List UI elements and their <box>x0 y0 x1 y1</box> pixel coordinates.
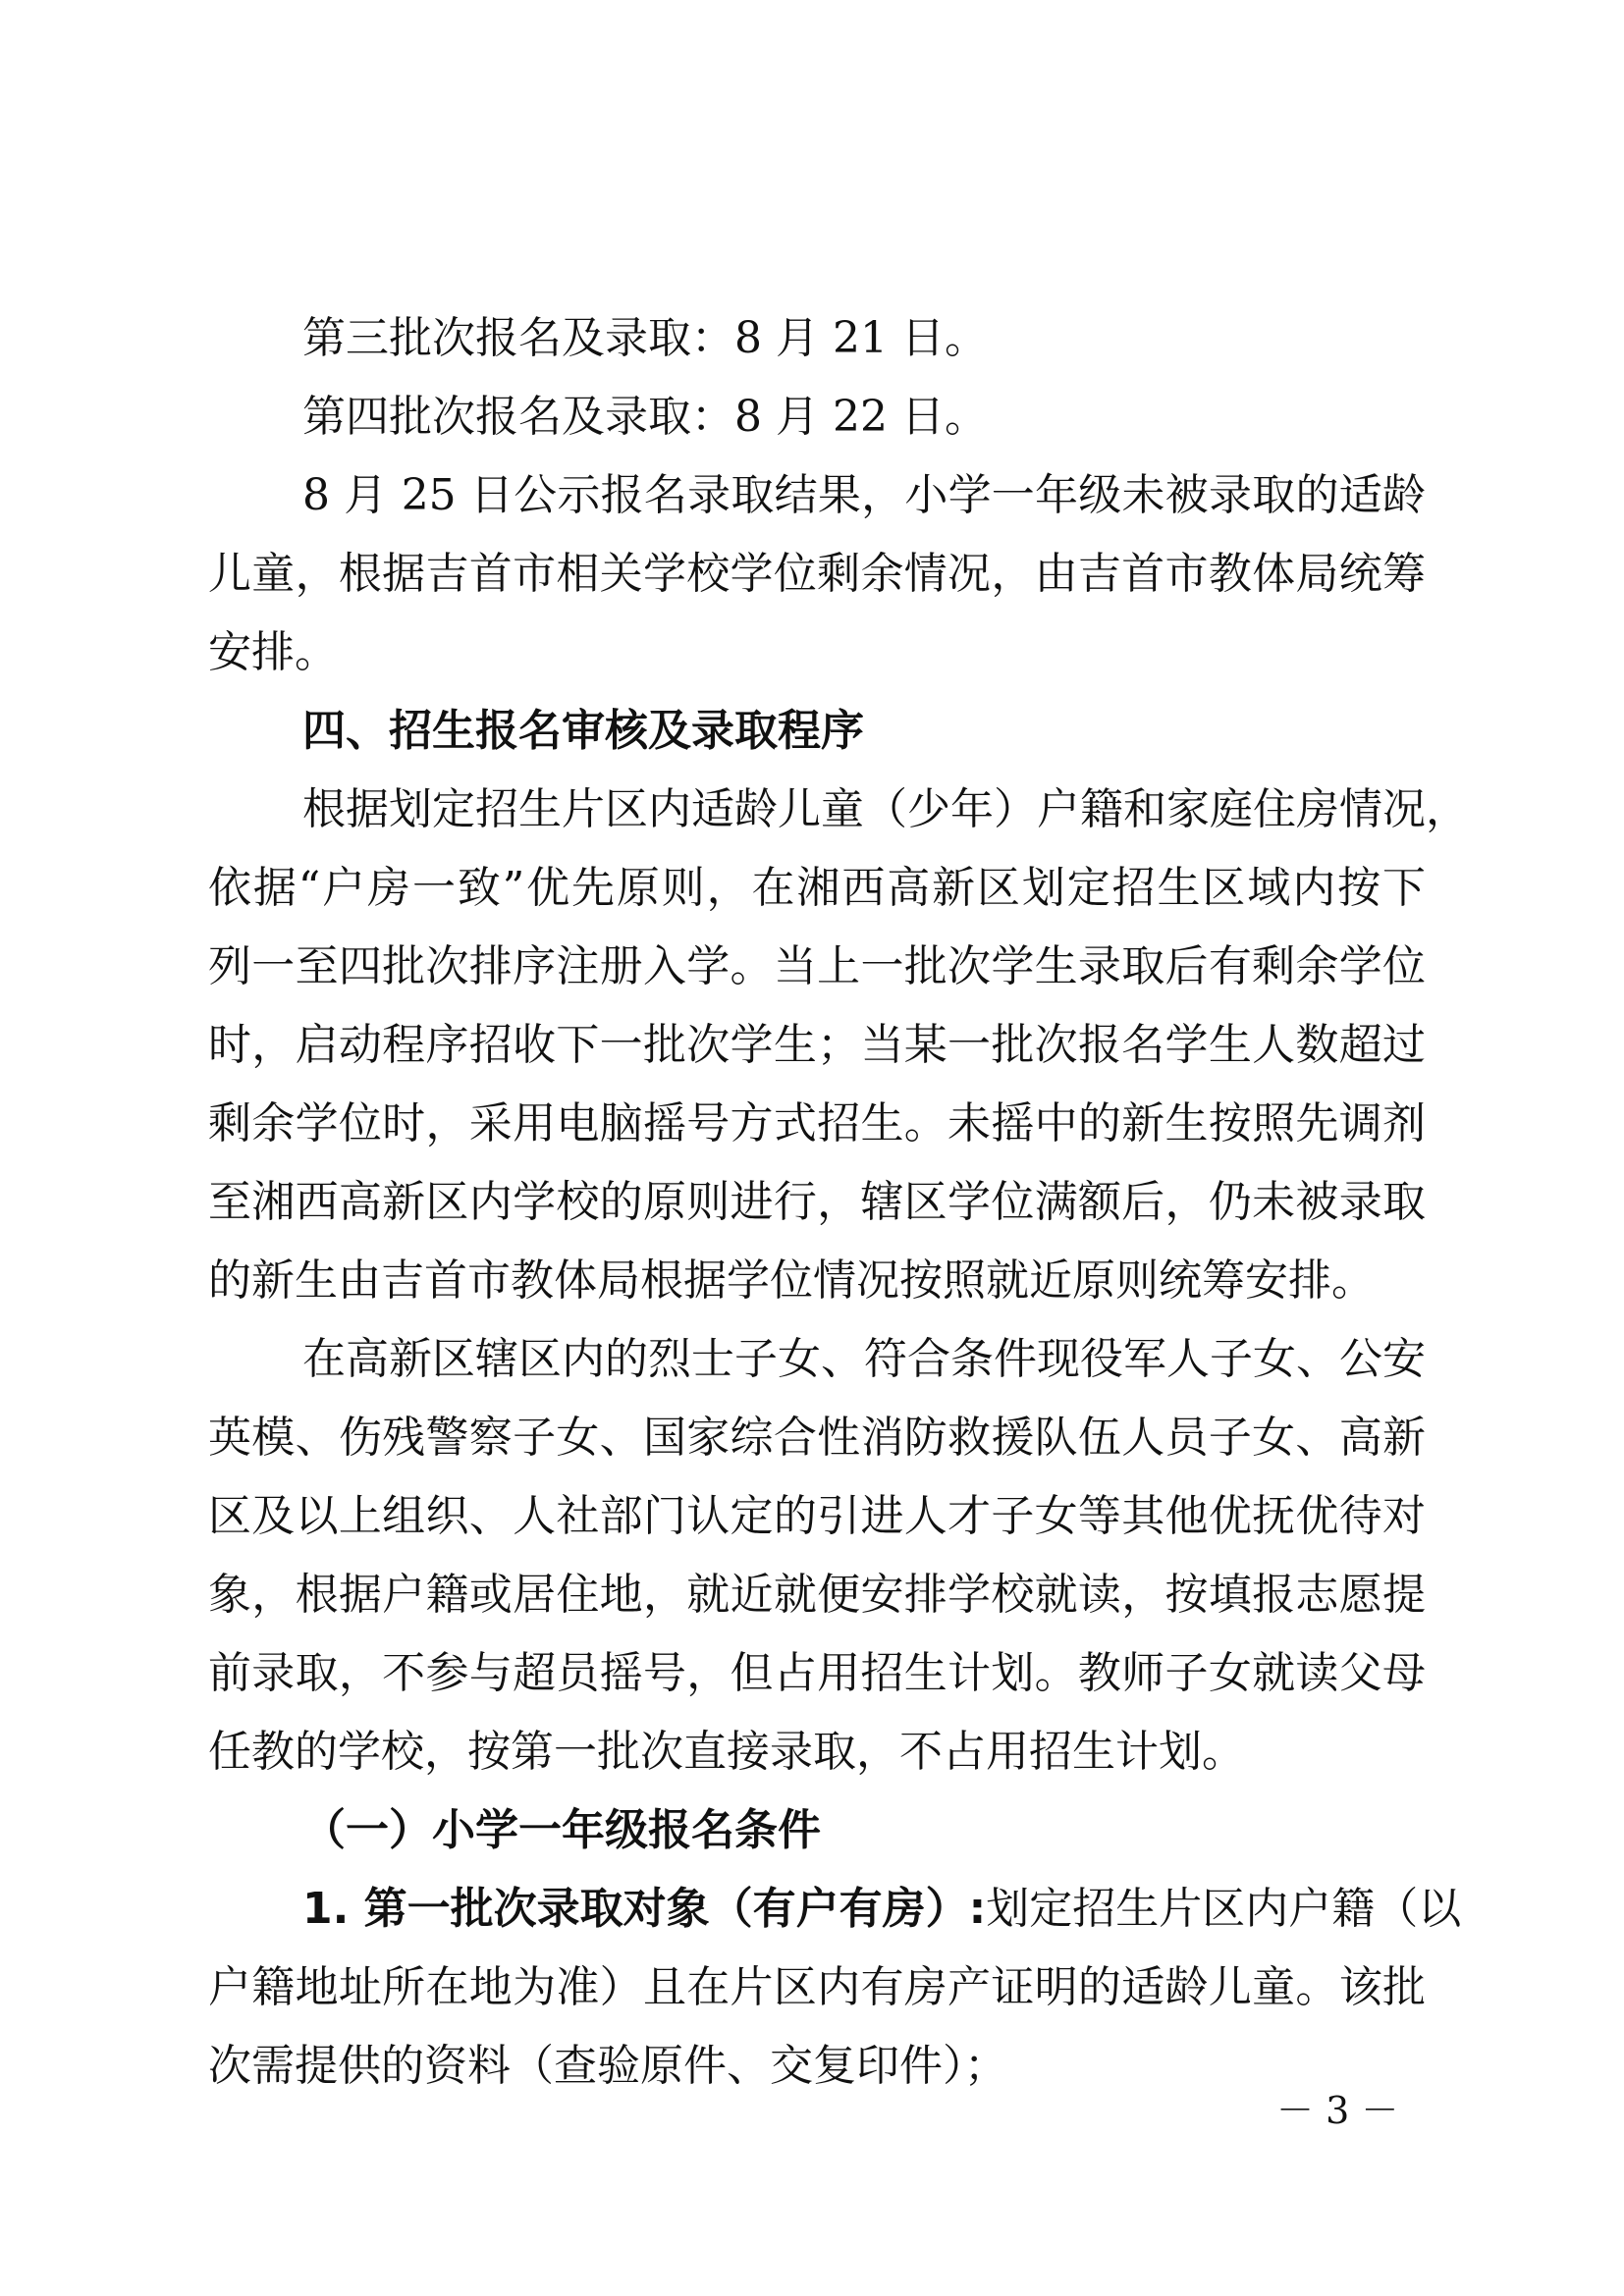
paragraph-line: 8 月 25 日公示报名录取结果，小学一年级未被录取的适龄 <box>302 470 1426 520</box>
paragraph-line: 区及以上组织、人社部门认定的引进人才子女等其他优抚优待对 <box>208 1491 1426 1541</box>
paragraph-line: 任教的学校，按第一批次直接录取，不占用招生计划。 <box>208 1727 1245 1777</box>
paragraph-line: 次需提供的资料（查验原件、交复印件）； <box>208 2041 1007 2091</box>
paragraph-line: 第四批次报名及录取：8 月 22 日。 <box>302 392 988 442</box>
paragraph-line: 列一至四批次排序注册入学。当上一批次学生录取后有剩余学位 <box>208 941 1426 991</box>
section-heading: 四、招生报名审核及录取程序 <box>302 706 864 756</box>
page-number: － 3 － <box>1276 2089 1399 2132</box>
paragraph-line: 安排。 <box>208 627 338 677</box>
paragraph-line: 剩余学位时，采用电脑摇号方式招生。未摇中的新生按照先调剂 <box>208 1098 1426 1148</box>
paragraph-line: 英模、伤残警察子女、国家综合性消防救援队伍人员子女、高新 <box>208 1413 1426 1463</box>
paragraph-line: 第三批次报名及录取：8 月 21 日。 <box>302 313 988 363</box>
paragraph-line <box>302 1865 1462 1953</box>
paragraph-line: 儿童，根据吉首市相关学校学位剩余情况，由吉首市教体局统筹 <box>208 549 1426 599</box>
paragraph-line: 户籍地址所在地为准）且在片区内有房产证明的适龄儿童。该批 <box>208 1962 1426 2012</box>
item-lead: 1. 第一批次录取对象（有户有房）: <box>302 1884 987 1934</box>
paragraph-line: 根据划定招生片区内适龄儿童（少年）户籍和家庭住房情况， <box>302 784 1469 834</box>
subsection-heading: （一）小学一年级报名条件 <box>302 1805 821 1855</box>
item-text: 划定招生片区内户籍（以 <box>986 1884 1462 1934</box>
paragraph-line: 的新生由吉首市教体局根据学位情况按照就近原则统筹安排。 <box>208 1255 1375 1306</box>
paragraph-line: 在高新区辖区内的烈士子女、符合条件现役军人子女、公安 <box>302 1334 1426 1384</box>
paragraph-line: 象，根据户籍或居住地，就近就便安排学校就读，按填报志愿提 <box>208 1570 1426 1620</box>
paragraph-line: 依据“户房一致”优先原则，在湘西高新区划定招生区域内按下 <box>208 863 1426 913</box>
paragraph-line: 至湘西高新区内学校的原则进行，辖区学位满额后，仍未被录取 <box>208 1177 1426 1227</box>
paragraph-line: 前录取，不参与超员摇号，但占用招生计划。教师子女就读父母 <box>208 1648 1426 1698</box>
paragraph-line: 时，启动程序招收下一批次学生；当某一批次报名学生人数超过 <box>208 1020 1426 1070</box>
